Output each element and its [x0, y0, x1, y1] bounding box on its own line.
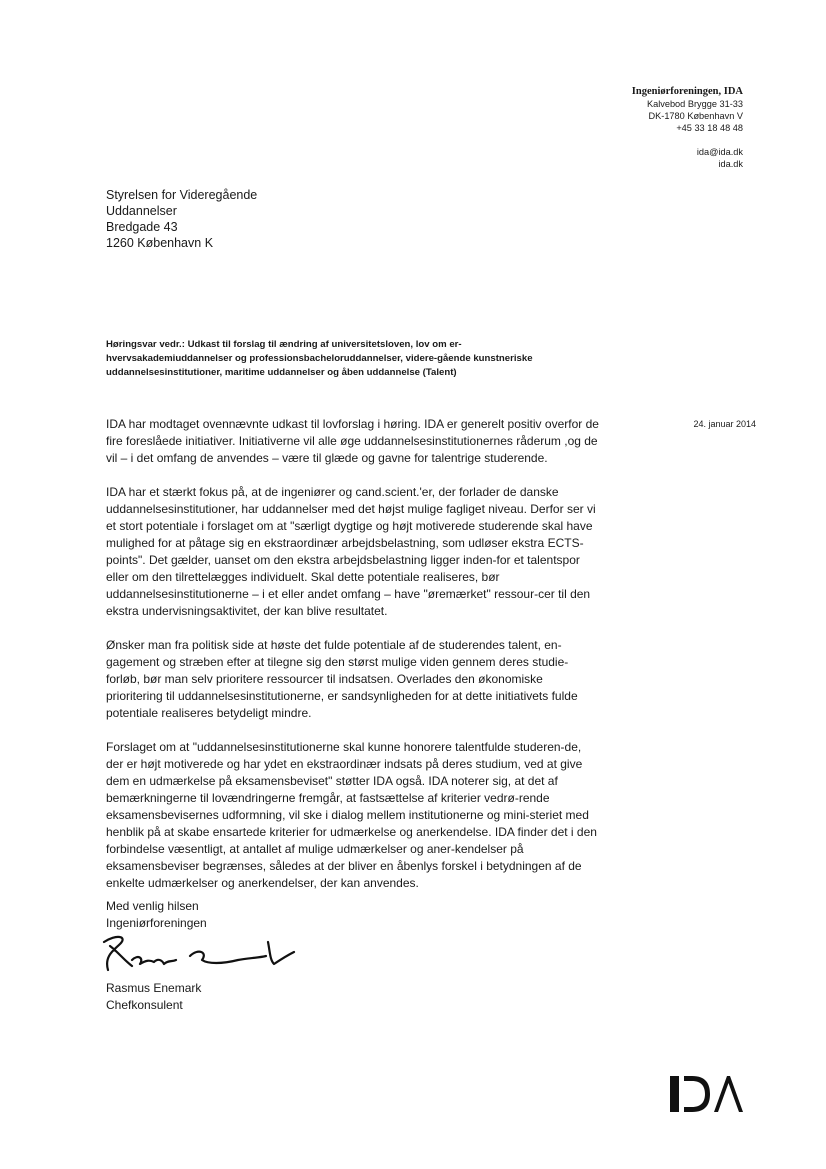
- sender-web: ida.dk: [718, 159, 743, 169]
- closing-greeting: Med venlig hilsen: [106, 899, 199, 913]
- subject-line: Høringsvar vedr.: Udkast til forslag til ændring af universitetsloven, lov om er-hvervsakademiuddannelser og professionsbacheloruddannelser, videre-gående kunstneriske uddannelsesinstitutioner, maritime uddannelser og åben uddannelse (Talent): [106, 339, 533, 378]
- recipient-line4: 1260 København K: [106, 236, 214, 250]
- recipient-line1: Styrelsen for Videregående: [106, 188, 258, 202]
- letter-body: [106, 416, 600, 909]
- sender-address2: DK-1780 København V: [648, 111, 743, 121]
- body-paragraph-1: IDA har modtaget ovennævnte udkast til lovforslag i høring. IDA er generelt positiv overfor de fire foreslåede initiativer. Initiativerne vil alle øge uddannelsesinstitutionernes råderum ,og de vil – i det omfang de anvendes – være til glæde og gavne for talentrige studerende.: [106, 417, 599, 465]
- signature-image: [98, 930, 298, 978]
- sender-email: ida@ida.dk: [696, 147, 743, 157]
- signer-block: [106, 980, 201, 1014]
- recipient-line2: Uddannelser: [106, 204, 177, 218]
- sender-block: [632, 86, 743, 170]
- letter-date: 24. januar 2014: [693, 419, 756, 429]
- sender-phone: +45 33 18 48 48: [676, 123, 743, 133]
- sender-address1: Kalvebod Brygge 31-33: [646, 99, 743, 109]
- signer-name: Rasmus Enemark: [106, 981, 202, 995]
- ida-logo: [668, 1074, 744, 1114]
- sender-org: Ingeniørforeningen, IDA: [631, 86, 743, 97]
- recipient-address: [106, 187, 257, 251]
- sender-spacer: [632, 134, 743, 146]
- closing-org: Ingeniørforeningen: [106, 915, 207, 930]
- body-paragraph-4: Forslaget om at "uddannelsesinstitutionerne skal kunne honorere talentfulde studeren-de, der er højt motiverede og har ydet en ekstraordinær indsats på deres studium, ved at give dem en udmærkelse på eksamensbeviset" støtter IDA også. IDA noterer sig, at det af bemærkningerne til lovændringerne fremgår, at fastsættelse af kriterier vedrø-rende eksamensbevisernes udformning, vil ske i dialog mellem institutionerne og mini-steriet med henblik på at skabe ensartede kriterier for udmærkelse og anerkendelse. IDA finder det i den forbindelse væsentligt, at antallet af mulige udmærkelser og aner-kendelser på eksamensbeviser begrænses, således at der bliver en åbenlys forskel i betydningen af de enkelte udmærkelser og anerkendelser, der kan anvendes.: [106, 740, 597, 890]
- closing-block: [106, 898, 207, 931]
- body-paragraph-2: IDA har et stærkt fokus på, at de ingeniører og cand.scient.'er, der forlader de danske uddannelsesinstitutioner, har uddannelser med det højst mulige fagliget niveau. Derfor ser vi et stort potentiale i forslaget om at "særligt dygtige og højt motiverede studerende skal have mulighed for at påtage sig en ekstraordinær arbejdsbelastning, som udløser ekstra ECTS-points". Det gælder, uanset om den ekstra arbejdsbelastning ligger inden-for et talentspor eller om den tilrettelægges individuelt. Skal dette potentiale realiseres, bør uddannelsesinstitutionerne – i et eller andet omfang – have "øremærket" ressour-cer til den ekstra undervisningsaktivitet, der kan blive resultatet.: [106, 485, 596, 618]
- body-paragraph-3: Ønsker man fra politisk side at høste det fulde potentiale af de studerendes talent, en-gagement og stræben efter at tilegne sig den størst mulige viden gennem deres studie-forløb, bør man selv prioritere ressourcer til indsatsen. Overlades den økonomiske prioritering til uddannelsesinstitutionerne, er sandsynligheden for at dette initiativets fulde potentiale realiseres betydeligt mindre.: [106, 638, 578, 720]
- recipient-line3: Bredgade 43: [106, 220, 178, 234]
- signer-title: Chefkonsulent: [106, 998, 183, 1012]
